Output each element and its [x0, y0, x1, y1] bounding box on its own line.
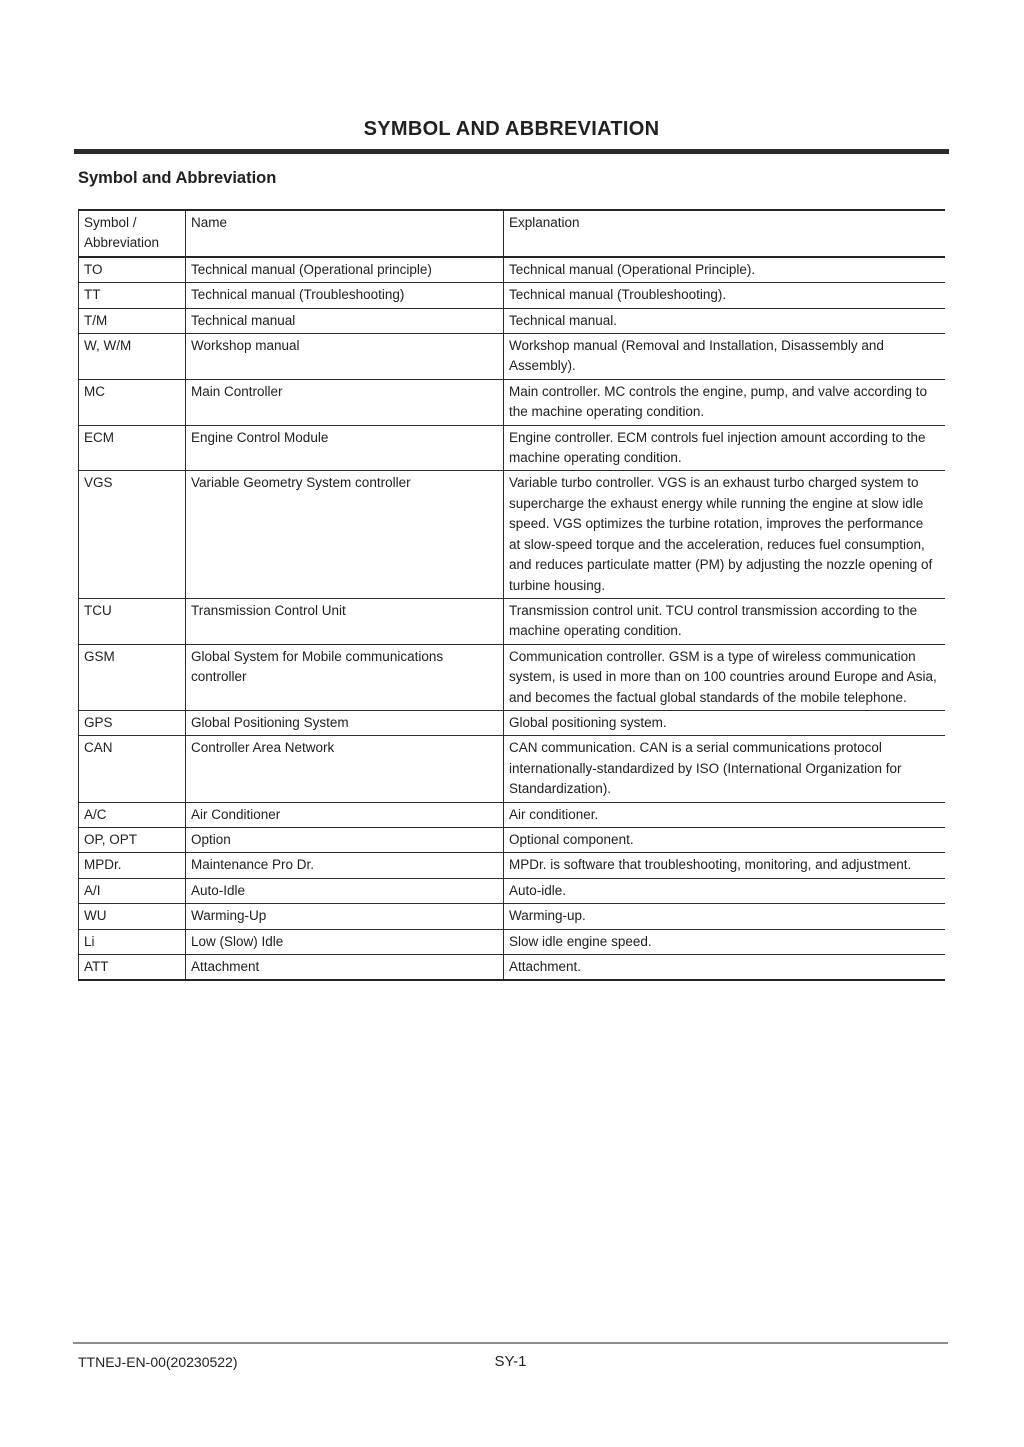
table-row — [79, 929, 946, 954]
table-row — [79, 308, 946, 333]
column-header-explanation: Explanation — [504, 210, 946, 257]
table-row — [79, 955, 946, 981]
name-cell: Workshop manual — [186, 334, 504, 380]
table-row — [79, 878, 946, 903]
name-cell: Transmission Control Unit — [186, 598, 504, 644]
explanation-cell: Auto-idle. — [504, 878, 946, 903]
explanation-cell: Communication controller. GSM is a type of wireless communication system, is used in more than on 100 countries around Europe and Asia, and becomes the factual global standards of the mobile telephone. — [504, 644, 946, 710]
explanation-cell: Technical manual (Operational Principle). — [504, 257, 946, 283]
symbol-cell: T/M — [79, 308, 186, 333]
table-row — [79, 257, 946, 283]
symbol-cell: TO — [79, 257, 186, 283]
footer-row — [73, 1344, 948, 1374]
column-header-symbol-abbreviation: Symbol / Abbreviation — [79, 210, 186, 257]
table-row — [79, 283, 946, 308]
explanation-cell: Technical manual. — [504, 308, 946, 333]
name-cell: Technical manual — [186, 308, 504, 333]
explanation-cell: Warming-up. — [504, 904, 946, 929]
name-cell: Technical manual (Operational principle) — [186, 257, 504, 283]
symbol-cell: GPS — [79, 710, 186, 735]
page-number: SY-1 — [494, 1353, 527, 1370]
name-cell: Variable Geometry System controller — [186, 471, 504, 598]
table-row — [79, 827, 946, 852]
explanation-cell: Attachment. — [504, 955, 946, 981]
explanation-cell: Air conditioner. — [504, 802, 946, 827]
name-cell: Engine Control Module — [186, 425, 504, 471]
symbol-cell: Li — [79, 929, 186, 954]
page-title: SYMBOL AND ABBREVIATION — [363, 118, 660, 140]
symbol-cell: ATT — [79, 955, 186, 981]
symbol-cell: TT — [79, 283, 186, 308]
symbol-cell: GSM — [79, 644, 186, 710]
table-header-row — [79, 210, 946, 257]
symbol-cell: MPDr. — [79, 853, 186, 878]
table-row — [79, 425, 946, 471]
explanation-cell: Transmission control unit. TCU control transmission according to the machine operating condition. — [504, 598, 946, 644]
title-divider-rule — [74, 149, 949, 154]
symbol-cell: OP, OPT — [79, 827, 186, 852]
abbreviation-table — [78, 209, 945, 981]
explanation-cell: Global positioning system. — [504, 710, 946, 735]
name-cell: Technical manual (Troubleshooting) — [186, 283, 504, 308]
name-cell: Maintenance Pro Dr. — [186, 853, 504, 878]
symbol-cell: CAN — [79, 736, 186, 802]
symbol-cell: ECM — [79, 425, 186, 471]
symbol-cell: W, W/M — [79, 334, 186, 380]
symbol-cell: A/C — [79, 802, 186, 827]
name-cell: Controller Area Network — [186, 736, 504, 802]
explanation-cell: CAN communication. CAN is a serial communications protocol internationally-standardized by ISO (International Organization for Standardization). — [504, 736, 946, 802]
explanation-cell: Engine controller. ECM controls fuel injection amount according to the machine operating condition. — [504, 425, 946, 471]
abbreviation-table-body — [79, 257, 946, 981]
page-footer — [73, 1342, 948, 1374]
name-cell: Global Positioning System — [186, 710, 504, 735]
table-row — [79, 710, 946, 735]
table-row — [79, 904, 946, 929]
name-cell: Auto-Idle — [186, 878, 504, 903]
name-cell: Attachment — [186, 955, 504, 981]
name-cell: Warming-Up — [186, 904, 504, 929]
explanation-cell: MPDr. is software that troubleshooting, monitoring, and adjustment. — [504, 853, 946, 878]
table-row — [79, 736, 946, 802]
column-header-name: Name — [186, 210, 504, 257]
explanation-cell: Variable turbo controller. VGS is an exhaust turbo charged system to supercharge the exhaust energy while running the engine at slow idle speed. VGS optimizes the turbine rotation, improves the performance at slow-speed torque and the acceleration, reduces fuel consumption, and reduces particulate matter (PM) by adjusting the nozzle opening of turbine housing. — [504, 471, 946, 598]
table-row — [79, 334, 946, 380]
symbol-cell: VGS — [79, 471, 186, 598]
table-row — [79, 471, 946, 598]
symbol-cell: TCU — [79, 598, 186, 644]
symbol-cell: WU — [79, 904, 186, 929]
section-heading: Symbol and Abbreviation — [78, 169, 277, 187]
document-code: TTNEJ-EN-00(20230522) — [78, 1354, 238, 1370]
explanation-cell: Slow idle engine speed. — [504, 929, 946, 954]
page-content — [78, 0, 945, 981]
table-row — [79, 598, 946, 644]
table-row — [79, 853, 946, 878]
explanation-cell: Technical manual (Troubleshooting). — [504, 283, 946, 308]
name-cell: Air Conditioner — [186, 802, 504, 827]
explanation-cell: Optional component. — [504, 827, 946, 852]
symbol-cell: MC — [79, 379, 186, 425]
symbol-cell: A/I — [79, 878, 186, 903]
name-cell: Option — [186, 827, 504, 852]
explanation-cell: Main controller. MC controls the engine, pump, and valve according to the machine operating condition. — [504, 379, 946, 425]
table-row — [79, 379, 946, 425]
name-cell: Main Controller — [186, 379, 504, 425]
explanation-cell: Workshop manual (Removal and Installation, Disassembly and Assembly). — [504, 334, 946, 380]
name-cell: Low (Slow) Idle — [186, 929, 504, 954]
table-row — [79, 802, 946, 827]
table-row — [79, 644, 946, 710]
name-cell: Global System for Mobile communications controller — [186, 644, 504, 710]
